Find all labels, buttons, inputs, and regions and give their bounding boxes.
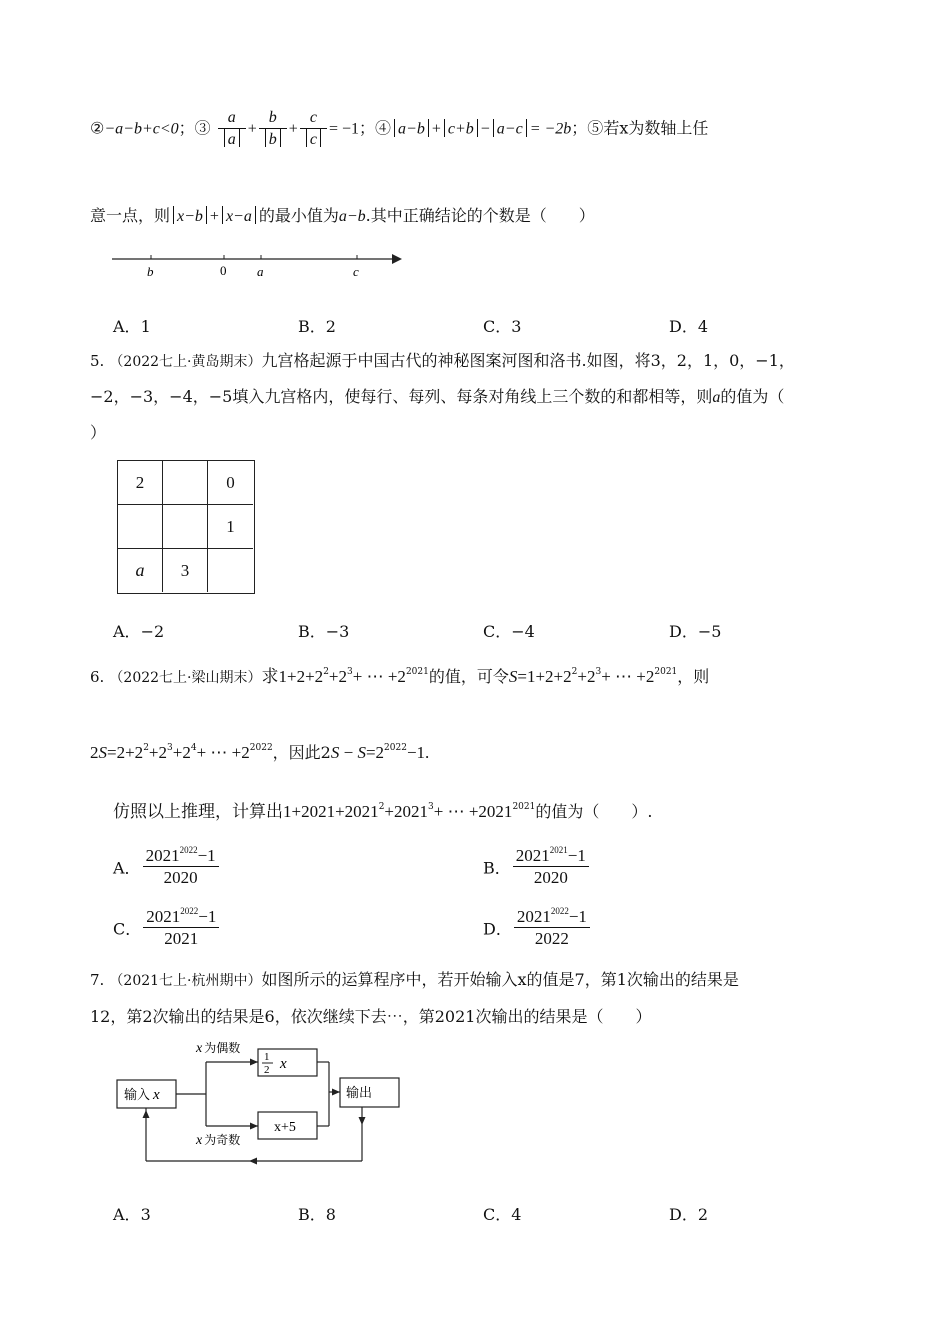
q4-eq4-tail: = −2b — [529, 120, 572, 138]
grid-cell-1: 2 — [118, 461, 163, 505]
q4-abs-x1: x−b — [177, 208, 203, 225]
q5-line-3 — [90, 423, 106, 442]
q4-frac-a-num: a — [218, 108, 246, 129]
q5-number: 5. — [90, 352, 105, 370]
q4-abs-x2: x−a — [225, 208, 252, 225]
q4-option-d[interactable]: D．4 — [669, 317, 709, 336]
q4-fraction-a — [218, 108, 246, 150]
q4-line2-pre: 意一点，则 — [90, 206, 171, 225]
q7-text-2: 12，第2次输出的结果是6，依次继续下去⋯，第2021次输出的结果是（ ） — [90, 1007, 652, 1026]
numberline-label-zero: 0 — [220, 263, 227, 278]
q5-option-c[interactable]: C．−4 — [483, 622, 535, 641]
q4-circle-2: ② — [90, 118, 105, 138]
q6-option-b[interactable]: B． $\frac{2021^{2021}-1}{2020}$ — [483, 845, 591, 889]
q7-flowchart — [110, 1040, 410, 1166]
q4-eq3-tail: = −1 — [328, 120, 359, 138]
q6-option-a[interactable]: A． $\frac{2021^{2022}-1}{2020}$ — [113, 845, 221, 889]
q7-line-2 — [90, 1007, 651, 1026]
q5-option-a[interactable]: A．−2 — [113, 622, 165, 641]
q4-frac-b-den: b — [268, 131, 277, 148]
q6-source: （2022七上·梁山期末） — [109, 670, 262, 686]
grid-cell-6: 1 — [208, 505, 253, 549]
q4-text-5: 若x为数轴上任 — [603, 118, 709, 138]
q4-abs-1: a−b — [398, 120, 425, 138]
q4-circle-3: ③ — [194, 118, 211, 138]
q6-option-c[interactable]: C． $\frac{2021^{2022}-1}{2021}$ — [113, 906, 221, 950]
flow-output-label: 输出 — [346, 1086, 373, 1101]
flow-plus5-label: x+5 — [274, 1120, 296, 1135]
q4-frac-a-den: a — [227, 131, 236, 148]
q4-abs-2: c+b — [447, 120, 474, 138]
q4-frac-c-den: c — [309, 131, 317, 148]
numberline-label-a: a — [257, 264, 264, 279]
q4-number-line — [108, 248, 408, 280]
q7-source: （2021七上·杭州期中） — [109, 973, 262, 989]
q5-line-2 — [90, 387, 784, 407]
q4-frac-b-num: b — [259, 108, 287, 129]
q5-line-1 — [90, 351, 795, 371]
q6-line-2: $2S=2+2^2+2^3+2^4+$ ⋯ $+2^{2022}$，因此$2S - S=2^{2022}-1$. — [90, 743, 430, 762]
q4-abs-3: a−c — [496, 120, 523, 138]
q5-text-3: ） — [90, 423, 107, 442]
q4-separator: ； — [178, 118, 195, 138]
grid-cell-2 — [163, 461, 208, 505]
grid-cell-5 — [163, 505, 208, 549]
q5-option-b[interactable]: B．−3 — [298, 622, 350, 641]
grid-cell-9 — [208, 549, 253, 592]
q5-option-d[interactable]: D．−5 — [669, 622, 722, 641]
q5-magic-square — [117, 460, 255, 594]
q7-option-a[interactable]: A．3 — [113, 1205, 151, 1224]
flow-half-var: x — [280, 1056, 287, 1072]
q4-option-a[interactable]: A．1 — [113, 317, 151, 336]
q4-option-c[interactable]: C．3 — [483, 317, 522, 336]
q5-text-2-tail: 的值为（ — [720, 387, 785, 406]
q7-option-b[interactable]: B．8 — [298, 1205, 336, 1224]
q4-line2-mid: 的最小值为 — [258, 206, 339, 225]
q7-text-1: 如图所示的运算程序中，若开始输入x的值是7，第1次输出的结果是 — [261, 970, 739, 989]
q6-line-3: 仿照以上推理，计算出$1+2021+2021^2+2021^3+$ ⋯ $+2021^{2021}$的值为（ ）. — [113, 802, 653, 821]
q7-option-c[interactable]: C．4 — [483, 1205, 522, 1224]
grid-cell-4 — [118, 505, 163, 549]
grid-cell-8: 3 — [163, 549, 208, 592]
q4-line2-val: a−b — [338, 208, 366, 225]
flow-half-den: 2 — [264, 1064, 270, 1076]
q4-option-b[interactable]: B．2 — [298, 317, 336, 336]
q4-fraction-b — [259, 108, 287, 150]
grid-cell-7: a — [118, 549, 163, 592]
flow-half-num: 1 — [264, 1051, 270, 1063]
q7-line-1 — [90, 970, 739, 990]
q4-circle-4: ④ — [375, 118, 392, 138]
numberline-label-c: c — [353, 264, 359, 279]
q5-text-1: 九宫格起源于中国古代的神秘图案河图和洛书.如图，将3，2，1，0，−1， — [261, 351, 795, 370]
q4-line-2: 意一点，则 x−b + x−a 的最小值为a−b.其中正确结论的个数是（ ） — [90, 206, 595, 225]
grid-cell-3: 0 — [208, 461, 253, 505]
q7-number: 7. — [90, 971, 105, 989]
q4-line2-post: .其中正确结论的个数是（ ） — [365, 206, 595, 225]
q6-line-1: 6. （2022七上·梁山期末）求$1+2+2^2+2^3+$ ⋯ $+2^{2021}$的值，可令$S=1+2+2^2+2^3+$ ⋯ $+2^{2021}$，则 — [90, 667, 710, 686]
q6-option-d[interactable]: D． $\frac{2021^{2022}-1}{2022}$ — [483, 906, 592, 950]
q5-text-2: −2，−3，−4，−5填入九宫格内，使每行、每列、每条对角线上三个数的和都相等，则 — [90, 387, 713, 406]
q5-source: （2022七上·黄岛期末） — [109, 354, 262, 370]
q6-text-mid: 的值，可令 — [428, 667, 509, 686]
q7-option-d[interactable]: D．2 — [669, 1205, 709, 1224]
numberline-label-b: b — [147, 264, 154, 279]
q4-fraction-c — [300, 108, 327, 150]
flow-odd-label: x 为奇数 — [196, 1133, 241, 1148]
q4-frac-c-num: c — [300, 108, 327, 129]
q4-expr-2: −a−b+c<0 — [104, 120, 179, 138]
q6-number: 6. — [90, 668, 105, 686]
flow-input-label: 输入 x — [124, 1087, 160, 1103]
q4-circle-5: ⑤ — [587, 118, 604, 138]
q4-conditions-line: ②−a−b+c<0；③ $\frac{a}{a}$ + $\frac{b}{b}$ + $\frac{c}{c}$ = −1；④ a−b + c+b − a−c = −2b；⑤若x为数轴上任 — [90, 109, 709, 148]
flow-even-label: x 为偶数 — [196, 1041, 241, 1056]
q5-var-a: a — [712, 389, 721, 406]
